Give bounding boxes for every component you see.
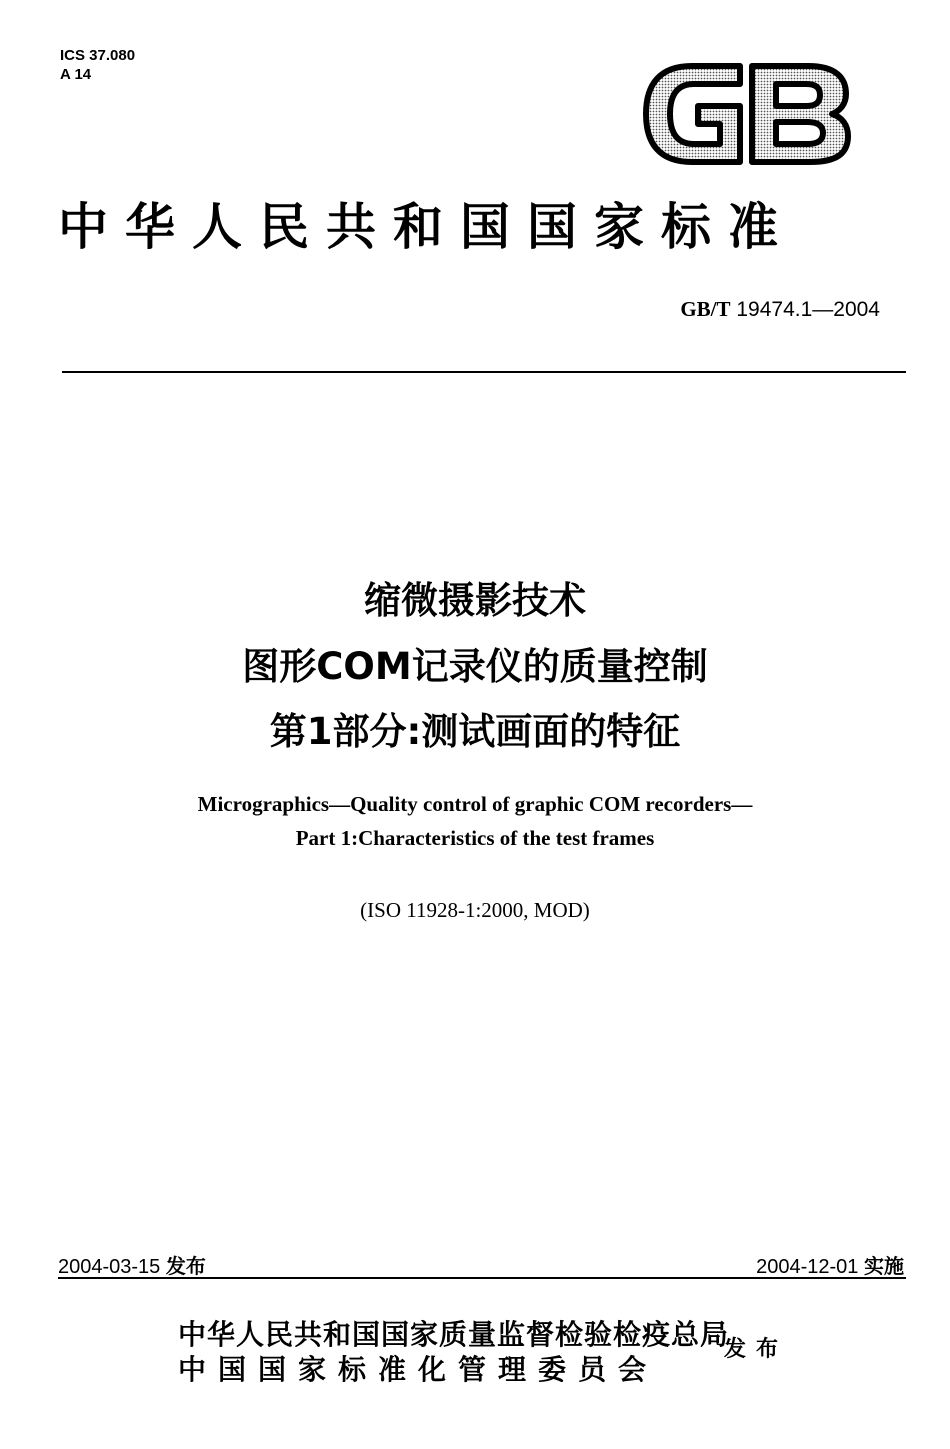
standard-number [680,297,880,322]
title-cn-line2: 图形COM记录仪的质量控制 [242,645,708,688]
issue-date-value: 2004-03-15 [58,1256,161,1278]
issue-label: 发布 [165,1254,206,1278]
classification-codes [60,46,135,84]
iso-reference: (ISO 11928-1:2000, MOD) [360,898,590,922]
footer-divider [58,1277,906,1279]
title-cn-line3: 第1部分:测试画面的特征 [269,710,681,753]
implement-label: 实施 [864,1254,904,1278]
gb-logo-icon [640,62,852,166]
standard-prefix: GB/T [680,297,731,321]
issuer-line1: 中华人民共和国国家质量监督检验检疫总局 [178,1318,730,1351]
national-standard-title: 中华人民共和国国家标准 [58,197,795,256]
publish-label: 发布 [724,1336,789,1362]
ics-code: ICS 37.080 [60,47,136,64]
header-divider [62,371,906,373]
standard-number-value: 19474.1—2004 [736,298,880,321]
ccs-code: A 14 [60,66,92,83]
implement-date-value: 2004-12-01 [756,1256,859,1278]
title-en-line1: Micrographics—Quality control of graphic COM recorders— [197,792,753,816]
issuer-line2: 中国国家标准化管理委员会 [178,1353,659,1386]
title-en-line2: Part 1:Characteristics of the test frames [295,826,655,850]
issue-date [58,1250,206,1279]
title-cn-line1: 缩微摄影技术 [364,579,586,622]
implement-date [756,1250,904,1279]
